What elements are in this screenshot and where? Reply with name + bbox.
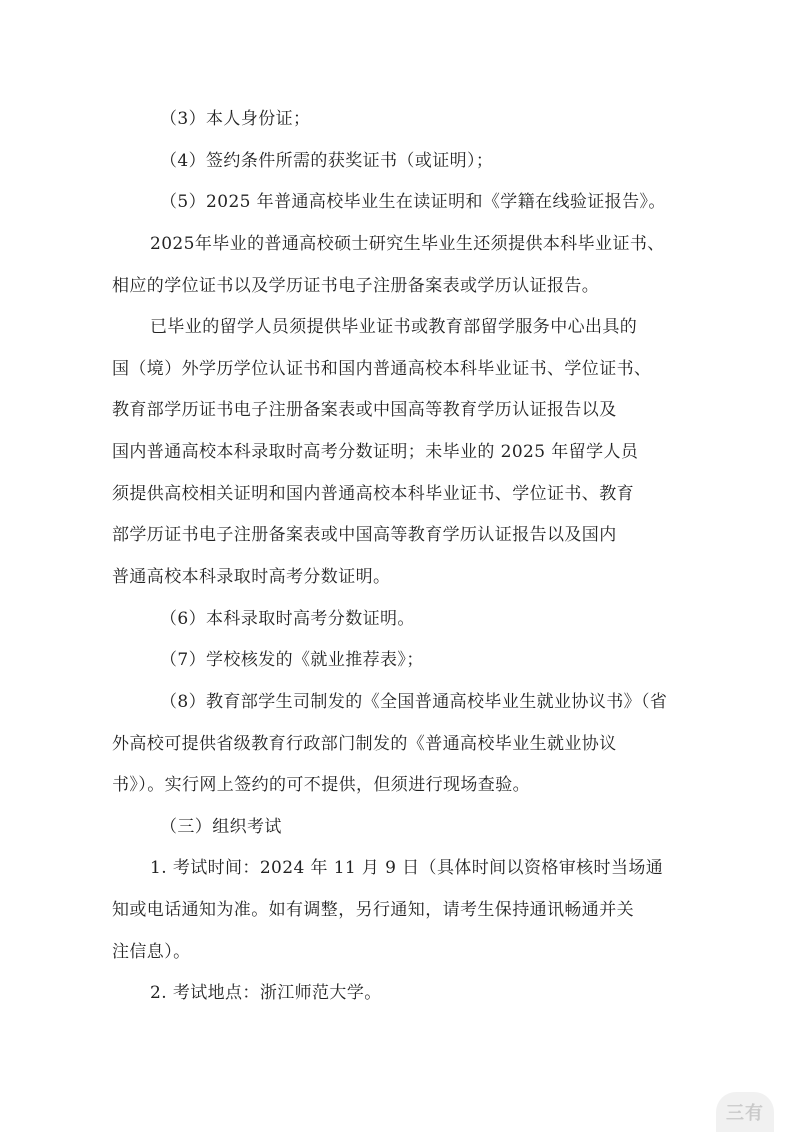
section-heading-exam: （三）组织考试 bbox=[160, 817, 282, 837]
paragraph-overseas-line-1: 已毕业的留学人员须提供毕业证书或教育部留学服务中心出具的 bbox=[150, 317, 638, 337]
paragraph-overseas-line-6: 部学历证书电子注册备案表或中国高等教育学历认证报告以及国内 bbox=[112, 525, 617, 545]
exam-location: 2. 考试地点：浙江师范大学。 bbox=[150, 983, 382, 1003]
watermark-logo bbox=[716, 1092, 774, 1132]
paragraph-masters-line-2: 相应的学位证书以及学历证书电子注册备案表或学历认证报告。 bbox=[112, 276, 600, 296]
item-5-enrollment-proof: （5）2025 年普通高校毕业生在读证明和《学籍在线验证报告》。 bbox=[160, 192, 666, 212]
paragraph-overseas-line-4: 国内普通高校本科录取时高考分数证明；未毕业的 2025 年留学人员 bbox=[112, 442, 639, 462]
paragraph-overseas-line-3: 教育部学历证书电子注册备案表或中国高等教育学历认证报告以及 bbox=[112, 400, 617, 420]
item-3-id-card: （3）本人身份证； bbox=[160, 109, 311, 129]
item-8-agreement-line-2: 外高校可提供省级教育行政部门制发的《普通高校毕业生就业协议 bbox=[112, 734, 617, 754]
item-8-agreement-line-3: 书》）。实行网上签约的可不提供，但须进行现场查验。 bbox=[112, 775, 530, 795]
exam-time-line-1: 1. 考试时间：2024 年 11 月 9 日（具体时间以资格审核时当场通 bbox=[150, 858, 664, 878]
paragraph-overseas-line-7: 普通高校本科录取时高考分数证明。 bbox=[112, 567, 391, 587]
item-4-award-certificate: （4）签约条件所需的获奖证书（或证明）； bbox=[160, 151, 494, 171]
paragraph-overseas-line-5: 须提供高校相关证明和国内普通高校本科毕业证书、学位证书、教育 bbox=[112, 484, 634, 504]
exam-time-line-2: 知或电话通知为准。如有调整，另行通知，请考生保持通讯畅通并关 bbox=[112, 900, 634, 920]
item-7-recommendation-form: （7）学校核发的《就业推荐表》； bbox=[160, 650, 424, 670]
watermark-text: 三有 bbox=[726, 1103, 764, 1124]
item-8-agreement-line-1: （8）教育部学生司制发的《全国普通高校毕业生就业协议书》（省 bbox=[160, 692, 668, 712]
paragraph-overseas-line-2: 国（境）外学历学位认证书和国内普通高校本科毕业证书、学位证书、 bbox=[112, 359, 652, 379]
paragraph-masters-line-1: 2025年毕业的普通高校硕士研究生毕业生还须提供本科毕业证书、 bbox=[150, 234, 665, 254]
item-6-score-proof: （6）本科录取时高考分数证明。 bbox=[160, 609, 415, 629]
exam-time-line-3: 注信息）。 bbox=[112, 942, 191, 962]
